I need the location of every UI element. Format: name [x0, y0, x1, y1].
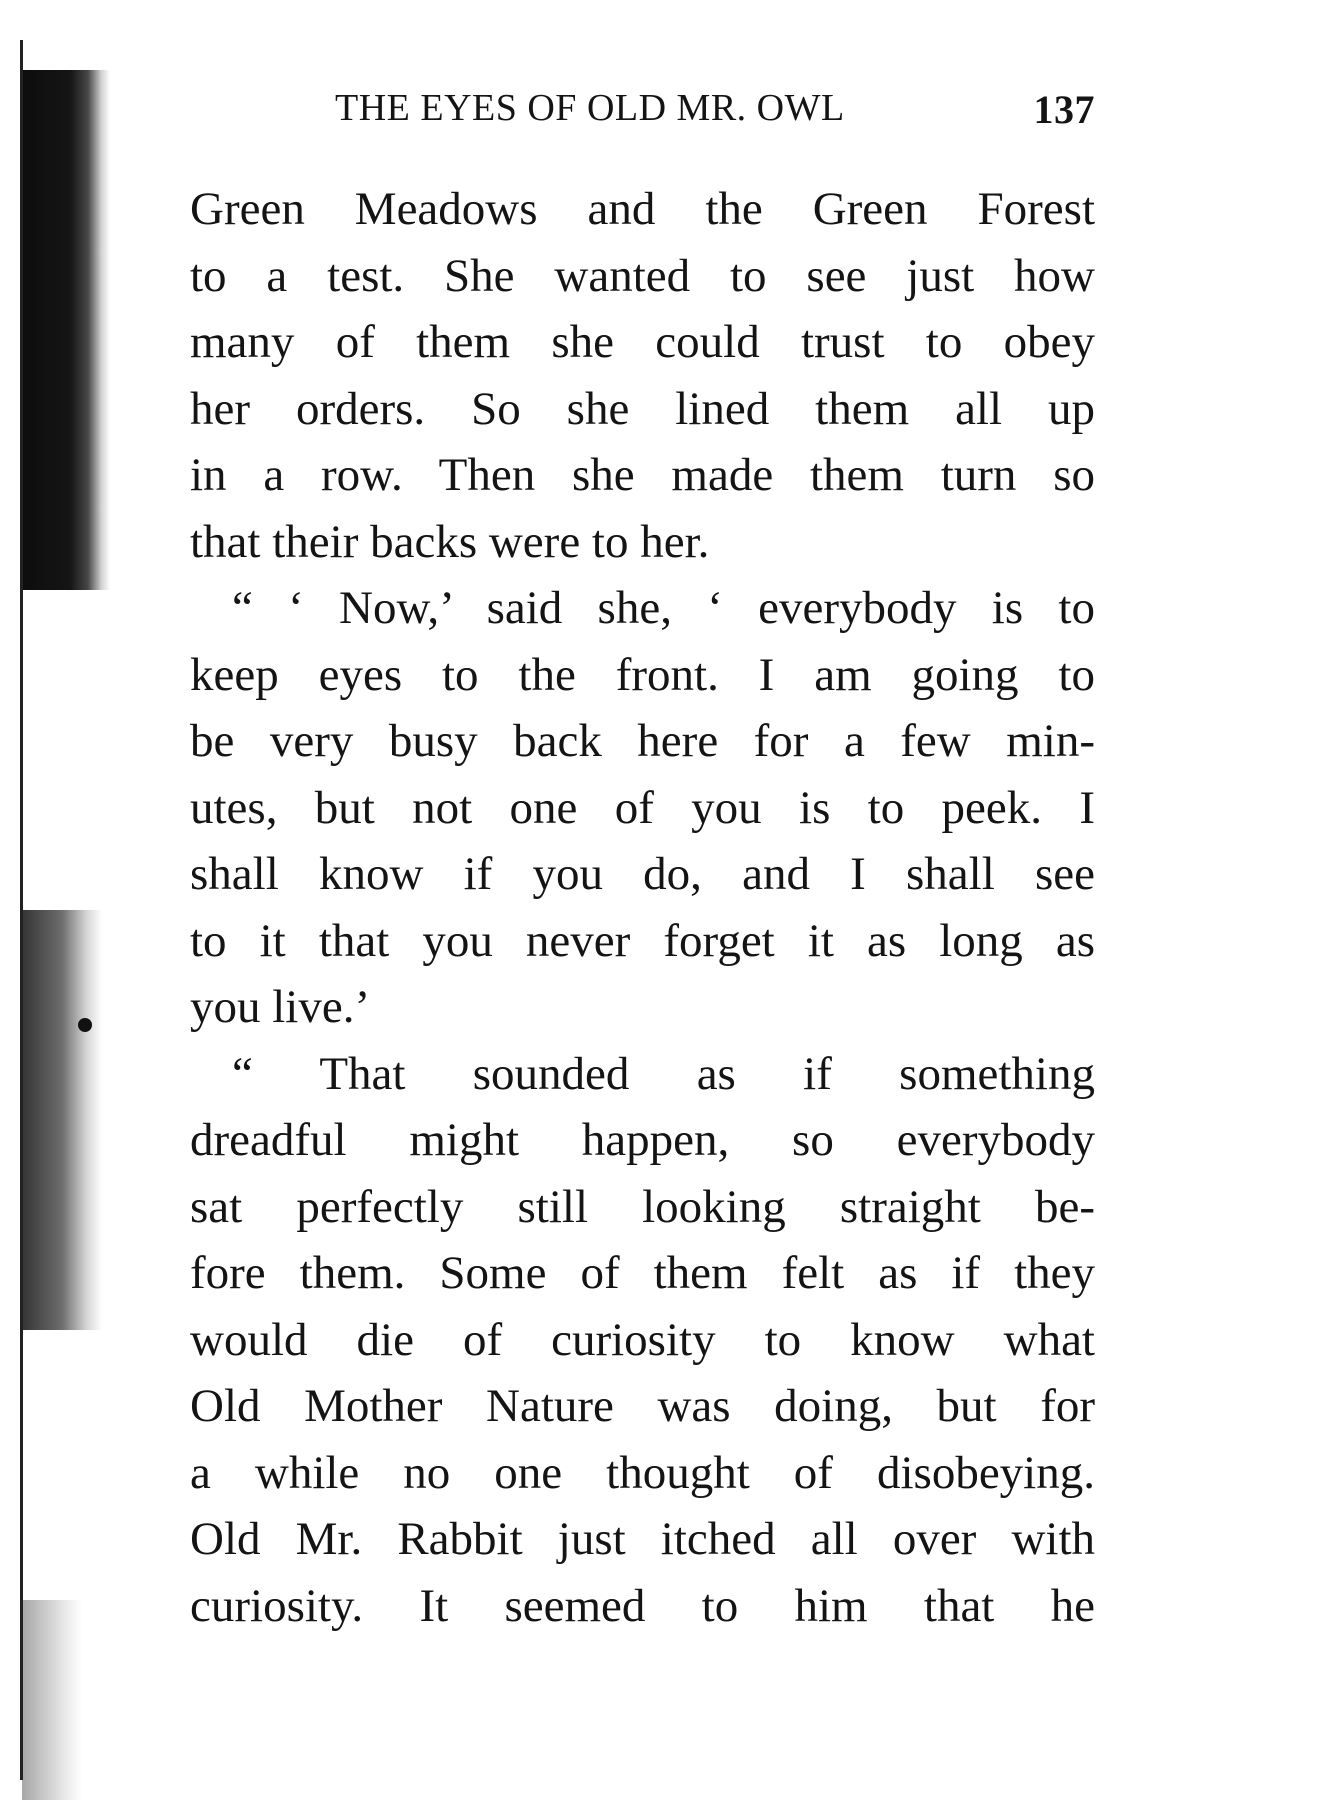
text-line: Old Mr. Rabbit just itched all over with: [190, 1513, 1095, 1565]
text-line: dreadful might happen, so everybody: [190, 1114, 1095, 1166]
page-binding-edge: [20, 40, 23, 1780]
binding-shadow: [22, 70, 110, 590]
text-line: many of them she could trust to obey: [190, 316, 1095, 368]
text-line: Green Meadows and the Green Forest: [190, 183, 1095, 235]
text-line: utes, but not one of you is to peek. I: [190, 781, 1095, 834]
running-title: THE EYES OF OLD MR. OWL: [335, 87, 845, 129]
text-line: that their backs were to her.: [190, 515, 710, 568]
text-line: sat perfectly still looking straight be-: [190, 1180, 1095, 1233]
text-line: Old Mother Nature was doing, but for: [190, 1380, 1095, 1432]
text-line: fore them. Some of them felt as if they: [190, 1247, 1095, 1299]
page-number: 137: [1033, 87, 1095, 132]
text-line: be very busy back here for a few min-: [190, 715, 1095, 767]
text-line: “ That sounded as if something: [232, 1047, 1095, 1100]
binding-shadow: [22, 1600, 82, 1800]
running-head: [190, 86, 1095, 132]
text-line: in a row. Then she made them turn so: [190, 449, 1095, 501]
text-line: you live.’: [190, 981, 371, 1033]
ink-speck: [78, 1018, 92, 1032]
text-line: curiosity. It seemed to him that he: [190, 1579, 1095, 1632]
text-line: keep eyes to the front. I am going to: [190, 648, 1095, 701]
text-line: to it that you never forget it as long as: [190, 914, 1095, 967]
text-line: “ ‘ Now,’ said she, ‘ everybody is to: [232, 582, 1095, 634]
text-line: shall know if you do, and I shall see: [190, 848, 1095, 900]
text-line: would die of curiosity to know what: [190, 1313, 1095, 1366]
text-line: a while no one thought of disobeying.: [190, 1446, 1095, 1499]
text-line: her orders. So she lined them all up: [190, 382, 1095, 435]
binding-shadow: [22, 910, 102, 1330]
text-line: to a test. She wanted to see just how: [190, 249, 1095, 302]
body-text: [190, 176, 1095, 1639]
